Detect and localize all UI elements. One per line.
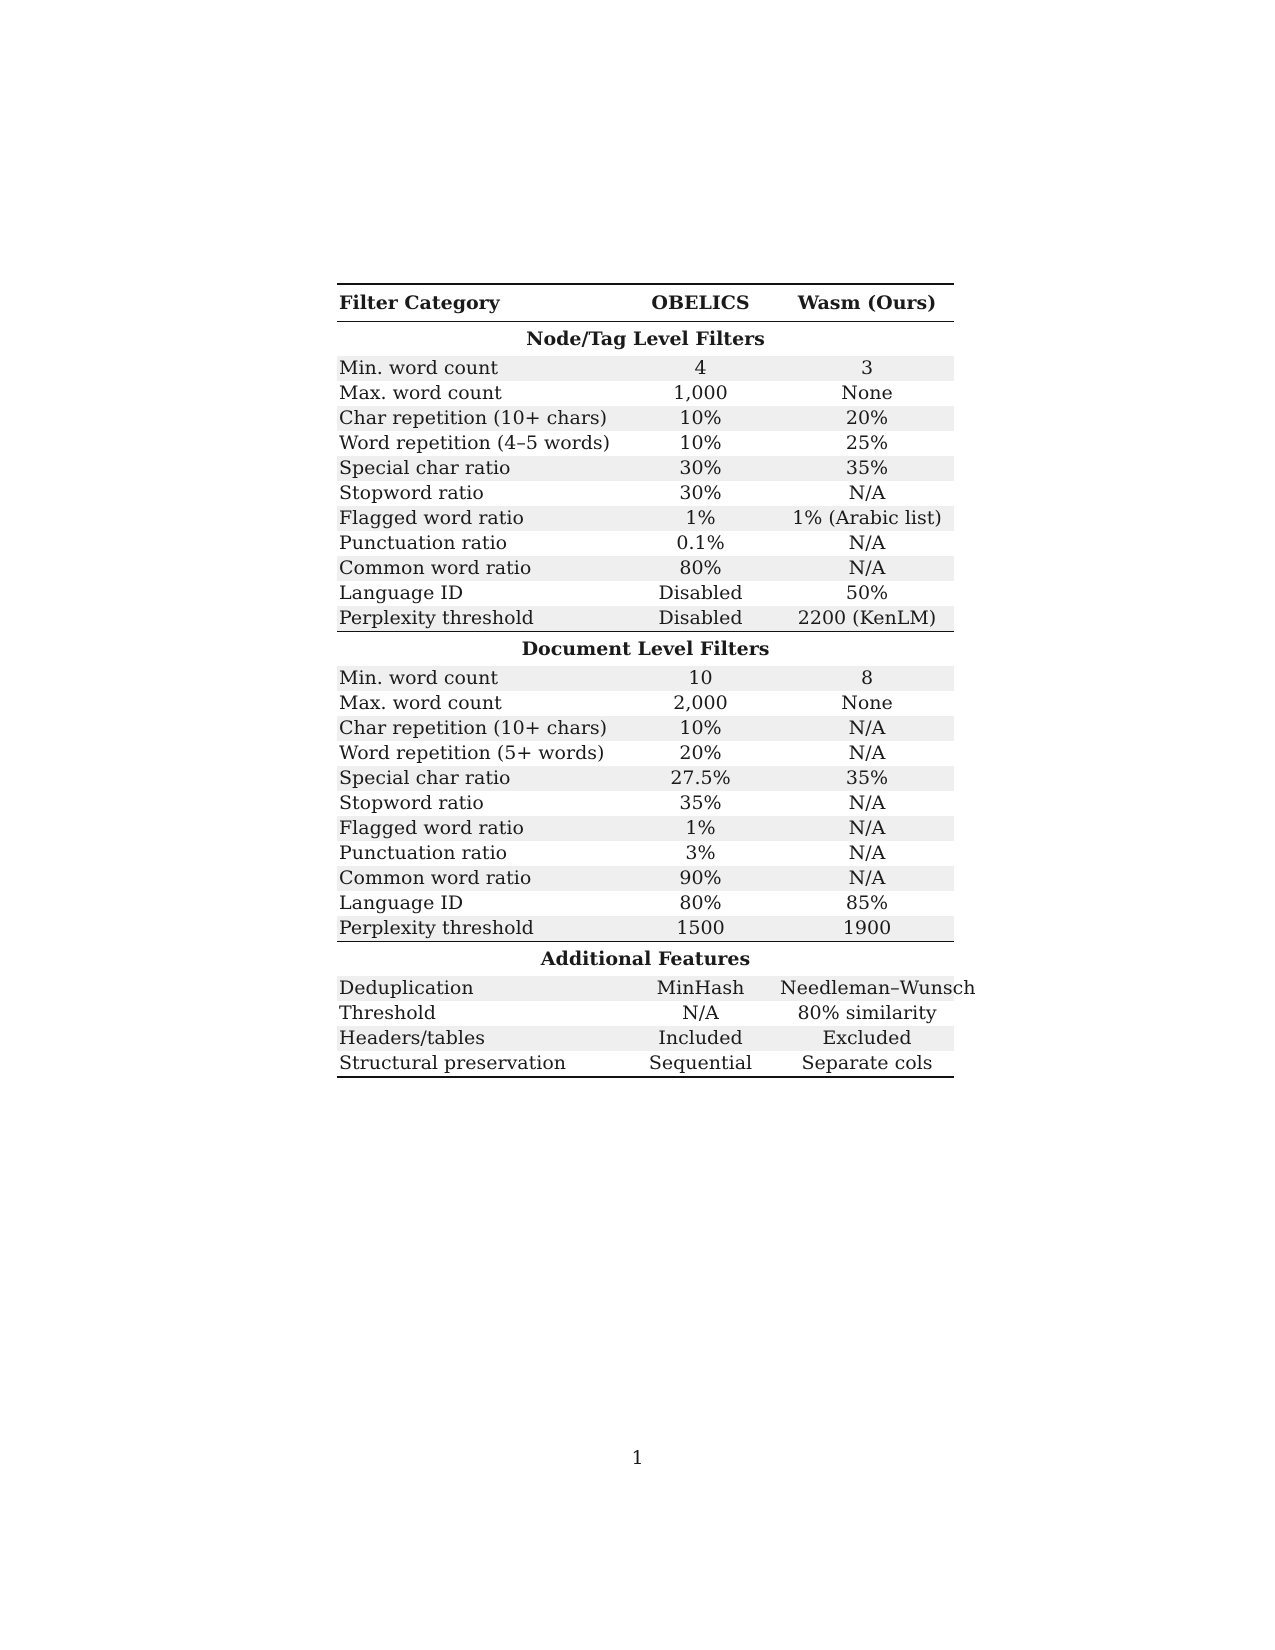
table-row [337, 716, 954, 741]
table-row [337, 1026, 954, 1051]
obelics-value: 27.5% [621, 766, 780, 791]
table-row [337, 406, 954, 431]
obelics-value: 30% [679, 482, 722, 504]
obelics-value: N/A [682, 1002, 719, 1024]
table-header-row [337, 284, 954, 322]
wasm-value: 1% (Arabic list) [780, 506, 954, 531]
row-label: Perplexity threshold [337, 916, 621, 942]
header-filter-category: Filter Category [337, 284, 621, 322]
table-row [337, 1001, 954, 1026]
wasm-value: Separate cols [780, 1051, 954, 1077]
wasm-value: None [841, 382, 893, 404]
section-title: Node/Tag Level Filters [526, 328, 765, 350]
obelics-value: 80% [621, 556, 780, 581]
header-obelics: OBELICS [621, 284, 780, 322]
table-row [337, 456, 954, 481]
wasm-value: None [841, 692, 893, 714]
row-label: Language ID [339, 582, 464, 604]
obelics-value: 0.1% [676, 532, 725, 554]
obelics-value: 20% [679, 742, 722, 764]
table-row [337, 606, 954, 632]
obelics-value: 10% [621, 716, 780, 741]
row-label: Max. word count [339, 692, 502, 714]
wasm-value: Needleman–Wunsch [780, 977, 976, 999]
wasm-value: N/A [780, 866, 954, 891]
obelics-value: 3% [685, 842, 716, 864]
row-label: Special char ratio [337, 456, 621, 481]
table-row [337, 556, 954, 581]
wasm-value: 2200 (KenLM) [780, 606, 954, 632]
wasm-value: 3 [780, 356, 954, 381]
obelics-value: 10% [621, 406, 780, 431]
obelics-value: 80% [679, 892, 722, 914]
section-title: Additional Features [337, 942, 954, 977]
obelics-value: 30% [621, 456, 780, 481]
row-label: Punctuation ratio [339, 842, 508, 864]
wasm-value: 25% [845, 432, 889, 454]
wasm-value: 50% [845, 582, 889, 604]
table-row [337, 891, 954, 916]
wasm-value: 85% [845, 892, 889, 914]
table-row [337, 791, 954, 816]
obelics-value: 1500 [621, 916, 780, 942]
table-row [337, 866, 954, 891]
obelics-value: 4 [621, 356, 780, 381]
wasm-value: N/A [780, 716, 954, 741]
table-row [337, 841, 954, 866]
wasm-value: 35% [780, 766, 954, 791]
table-row [337, 691, 954, 716]
table-row [337, 666, 954, 691]
row-label: Common word ratio [337, 556, 621, 581]
wasm-value: N/A [848, 842, 886, 864]
table-row [337, 766, 954, 791]
row-label: Deduplication [337, 976, 621, 1001]
table-row [337, 976, 954, 1001]
section-header-row [337, 322, 954, 357]
table-row [337, 356, 954, 381]
row-label: Flagged word ratio [337, 816, 621, 841]
wasm-value: Excluded [780, 1026, 954, 1051]
obelics-value: 35% [679, 792, 722, 814]
wasm-value: 80% similarity [797, 1002, 937, 1024]
table-row [337, 581, 954, 606]
row-label: Max. word count [339, 382, 502, 404]
wasm-value: 35% [780, 456, 954, 481]
table-row [337, 916, 954, 942]
section-header-row [337, 942, 954, 977]
wasm-value: N/A [848, 792, 886, 814]
wasm-value: N/A [848, 742, 886, 764]
obelics-value: Disabled [621, 606, 780, 632]
table-row [337, 816, 954, 841]
obelics-value: 10 [621, 666, 780, 691]
obelics-value: Sequential [621, 1051, 780, 1077]
table-row [337, 481, 954, 506]
row-label: Perplexity threshold [337, 606, 621, 632]
obelics-value: 2,000 [673, 692, 728, 714]
row-label: Headers/tables [337, 1026, 621, 1051]
row-label: Stopword ratio [339, 792, 484, 814]
row-label: Language ID [339, 892, 464, 914]
obelics-value: 90% [621, 866, 780, 891]
obelics-value: Included [621, 1026, 780, 1051]
row-label: Special char ratio [337, 766, 621, 791]
section-title: Document Level Filters [337, 632, 954, 667]
row-label: Structural preservation [337, 1051, 621, 1077]
wasm-value: 20% [780, 406, 954, 431]
wasm-value: 8 [780, 666, 954, 691]
table-row [337, 531, 954, 556]
obelics-value: 1% [621, 506, 780, 531]
row-label: Char repetition (10+ chars) [337, 406, 621, 431]
row-label: Stopword ratio [339, 482, 484, 504]
row-label: Common word ratio [337, 866, 621, 891]
wasm-value: N/A [848, 532, 886, 554]
row-label: Word repetition (4–5 words) [339, 432, 611, 454]
filter-comparison-table [337, 283, 976, 1078]
wasm-value: 1900 [780, 916, 954, 942]
table-row [337, 1051, 954, 1077]
row-label: Threshold [339, 1002, 436, 1024]
page-number: 1 [631, 1447, 644, 1469]
obelics-value: Disabled [658, 582, 743, 604]
row-label: Char repetition (10+ chars) [337, 716, 621, 741]
table-row [337, 506, 954, 531]
table-row [337, 381, 954, 406]
row-label: Word repetition (5+ words) [339, 742, 605, 764]
section-header-row [337, 632, 954, 667]
obelics-value: 10% [679, 432, 722, 454]
row-label: Flagged word ratio [337, 506, 621, 531]
obelics-value: 1% [621, 816, 780, 841]
table-body [337, 322, 976, 1078]
obelics-value: MinHash [621, 976, 780, 1001]
table-row [337, 431, 954, 456]
row-label: Min. word count [337, 666, 621, 691]
filter-comparison-table-container [337, 283, 976, 1078]
header-wasm: Wasm (Ours) [780, 284, 954, 322]
wasm-value: N/A [848, 482, 886, 504]
row-label: Min. word count [337, 356, 621, 381]
wasm-value: N/A [780, 816, 954, 841]
obelics-value: 1,000 [673, 382, 728, 404]
row-label: Punctuation ratio [339, 532, 508, 554]
wasm-value: N/A [780, 556, 954, 581]
table-row [337, 741, 954, 766]
